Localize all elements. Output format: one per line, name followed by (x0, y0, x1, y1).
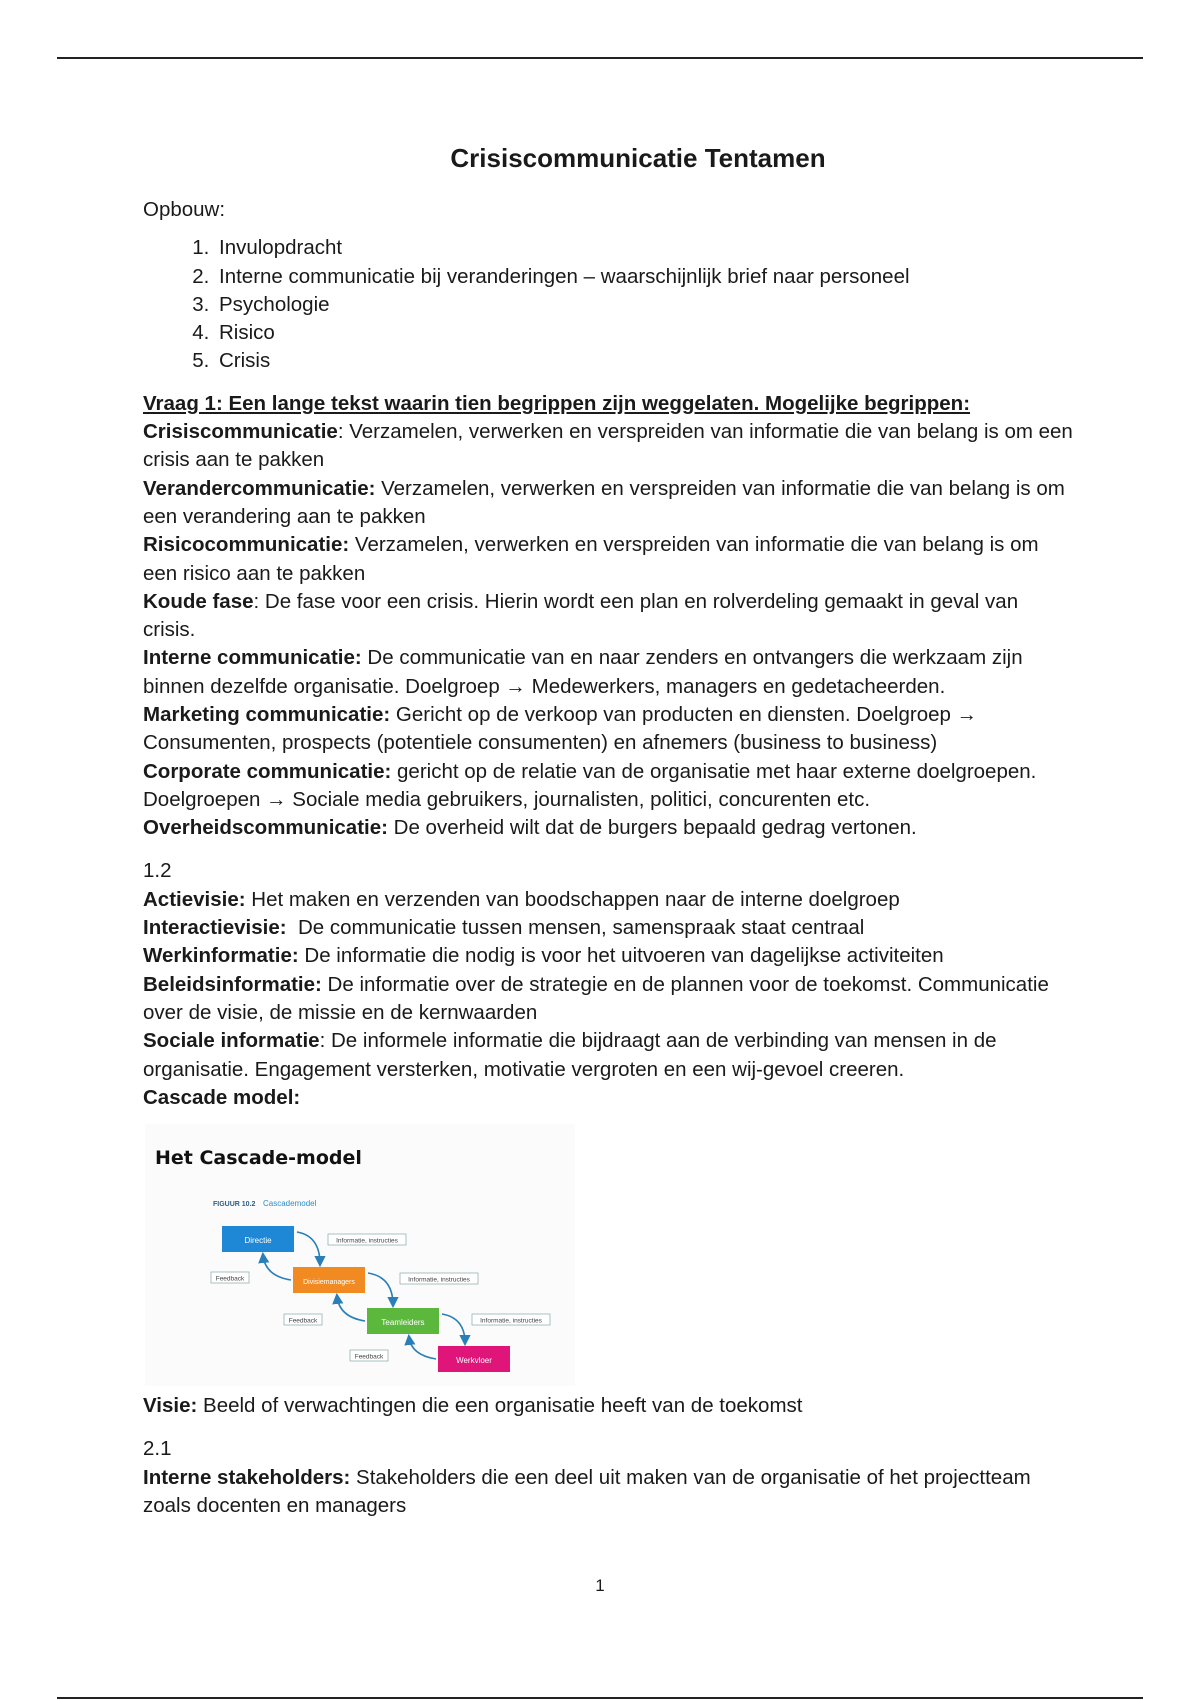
definition-term: Sociale informatie (143, 1029, 320, 1053)
cascade-diagram (145, 1124, 575, 1386)
definition (143, 942, 1073, 970)
definition-text: Gericht op de verkoop van producten en diensten. Doelgroep → Consumenten, prospects (potentiele consumenten) en afnemers (business to business) (143, 703, 978, 755)
definition-text: De informatie over de strategie en de plannen voor de toekomst. Communicatie over de visie, de missie en de kernwaarden (143, 972, 1049, 1025)
list-item: 5. Crisis (215, 347, 1073, 375)
box-label: Directie (244, 1236, 272, 1246)
intro-label: Opbouw: (143, 198, 226, 221)
list-item: 1. Invulopdracht (215, 234, 1073, 262)
definition-term: Interactievisie: (143, 916, 287, 940)
definition-text: De fase voor een crisis. Hierin wordt een plan en rolverdeling gemaakt in geval van crisis. (143, 589, 1019, 642)
arrow-down (297, 1232, 320, 1264)
definition-text: De informele informatie die bijdraagt aan de verbinding van mensen in de organisatie. Engagement versterken, motivatie vergroten en een wij-gevoel creeren. (143, 1029, 997, 1081)
definition-text: Het maken en verzenden van boodschappen naar de interne doelgroep (245, 887, 900, 911)
definition (143, 758, 1073, 815)
definition-text: Beeld of verwachtingen die een organisatie heeft van de toekomst (197, 1394, 803, 1418)
section-number: 1.2 (143, 858, 172, 882)
arrow-down (368, 1273, 393, 1305)
definition (143, 914, 1073, 942)
figure-heading: Het Cascade-model (155, 1147, 362, 1170)
list-item: 2. Interne communicatie bij veranderingen – waarschijnlijk brief naar personeel (215, 263, 1073, 291)
definition (143, 1464, 1073, 1521)
definition (143, 1027, 1073, 1084)
definition (143, 531, 1073, 588)
info-label: Informatie, instructies (336, 1237, 398, 1245)
definition (143, 886, 1073, 914)
definition-text: Stakeholders die een deel uit maken van de organisatie of het projectteam zoals docenten en managers (143, 1465, 1031, 1518)
definition-term: Beleidsinformatie: (143, 972, 322, 996)
definition-text: Verzamelen, verwerken en verspreiden van informatie die van belang is om een risico aan te pakken (143, 533, 1039, 585)
page-title: Crisiscommunicatie Tentamen (450, 143, 826, 173)
section-number: 2.1 (143, 1436, 172, 1460)
definition (143, 1392, 1073, 1420)
figure-caption-text: Cascademodel (263, 1199, 317, 1209)
info-label: Informatie, instructies (408, 1276, 470, 1284)
list-item: 3. Psychologie (215, 291, 1073, 319)
definition-term: Interne communicatie: (143, 646, 362, 670)
definition (143, 971, 1073, 1028)
arrow-down (442, 1314, 465, 1343)
definition-term: Koude fase (143, 589, 254, 613)
feedback-label: Feedback (354, 1353, 384, 1361)
arrow-up (263, 1255, 291, 1280)
list-item: 4. Risico (215, 319, 1073, 347)
definition-term: Marketing communicatie: (143, 703, 391, 727)
feedback-label: Feedback (288, 1317, 318, 1325)
arrow-up (337, 1296, 365, 1321)
question-heading: Vraag 1: Een lange tekst waarin tien begrippen zijn weggelaten. Mogelijke begrippen: (143, 391, 971, 415)
definition-term: Visie: (143, 1394, 198, 1418)
opbouw-list (143, 234, 1073, 375)
definition-text: De overheid wilt dat de burgers bepaald gedrag vertonen. (387, 816, 917, 840)
feedback-label: Feedback (215, 1275, 245, 1283)
definition-text: De communicatie van en naar zenders en ontvangers die werkzaam zijn binnen dezelfde organisatie. Doelgroep → Medewerkers, managers en gedetacheerden. (143, 646, 1023, 698)
definition-text: Verzamelen, verwerken en verspreiden van informatie die van belang is om een crisis aan te pakken (143, 420, 1073, 472)
document-body (143, 138, 1073, 1520)
cascade-model-figure (145, 1124, 575, 1386)
definition-text: De informatie die nodig is voor het uitvoeren van dagelijkse activiteiten (298, 944, 944, 968)
definition-sep: : (253, 589, 260, 613)
definition-term: Werkinformatie: (143, 944, 299, 968)
definition (143, 588, 1073, 645)
figure-caption-label: FIGUUR 10.2 (213, 1201, 256, 1209)
definition (143, 814, 1073, 842)
definition (143, 701, 1073, 758)
definition-term: Overheidscommunicatie: (143, 816, 388, 840)
definition-text: gericht op de relatie van de organisatie met haar externe doelgroepen. Doelgroepen → Sociale media gebruikers, journalisten, politici, concurenten etc. (143, 759, 1037, 811)
definition-sep: : (319, 1029, 326, 1053)
arrow-up (409, 1337, 436, 1359)
box-label: Divisiemanagers (303, 1279, 355, 1287)
definition (143, 475, 1073, 532)
info-label: Informatie, instructies (480, 1317, 542, 1325)
definition-term: Verandercommunicatie: (143, 476, 376, 500)
definition-sep: : (337, 420, 344, 444)
box-label: Werkvloer (456, 1356, 492, 1366)
bottom-rule (57, 1697, 1143, 1699)
definition-term: Risicocommunicatie: (143, 533, 350, 557)
page-number: 1 (595, 1576, 605, 1595)
definition-text: Verzamelen, verwerken en verspreiden van informatie die van belang is om een verandering aan te pakken (143, 476, 1065, 528)
definition-term: Crisiscommunicatie (143, 420, 338, 444)
definition (143, 418, 1073, 475)
top-rule (57, 57, 1143, 59)
definition-term: Interne stakeholders: (143, 1465, 351, 1489)
definition-term: Cascade model: (143, 1085, 301, 1109)
definition-term: Corporate communicatie: (143, 759, 392, 783)
definition-term: Actievisie: (143, 887, 246, 911)
definition-text: De communicatie tussen mensen, samenspraak staat centraal (286, 916, 865, 940)
box-label: Teamleiders (381, 1318, 425, 1328)
definition (143, 644, 1073, 701)
definition (143, 1084, 1073, 1112)
